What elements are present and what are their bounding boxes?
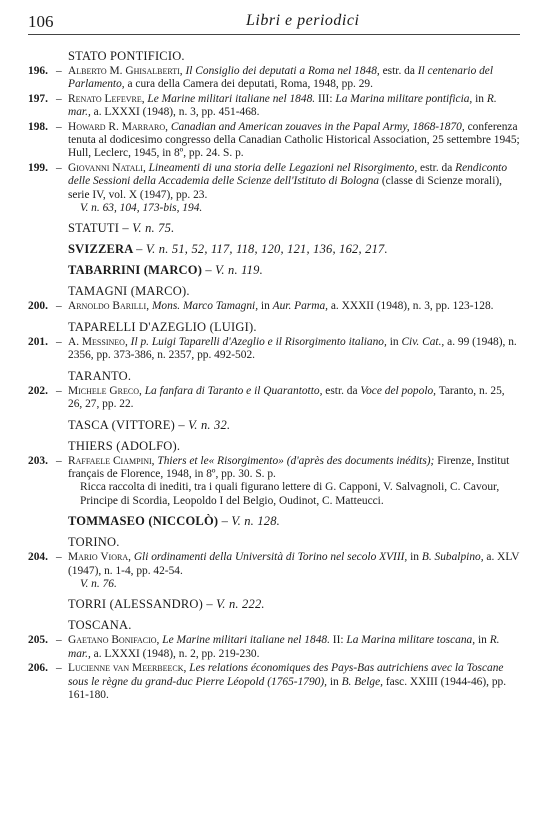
entry-body xyxy=(68,551,520,578)
section-torino xyxy=(28,535,520,591)
section-stato-pontificio xyxy=(28,49,520,215)
entry-dash: – xyxy=(56,300,62,313)
entry-note: Ricca raccolta di inediti, tra i quali figurano lettere di G. Capponi, V. Salvagnoli, C. Cavour, Principe di Scordia, Leopoldo I del Belgio, Oudinot, C. Matteucci. xyxy=(80,481,500,507)
entry-title: Les relations économiques des Pays-Bas autrichiens avec la Toscane sous le règne du grand-duc Pierre Léopold (1765-1790), xyxy=(68,662,504,688)
entry-author: Giovanni Natali, xyxy=(68,161,146,174)
section-thiers xyxy=(28,439,520,509)
entry-text: in xyxy=(477,634,487,647)
entry-dash: – xyxy=(56,65,62,77)
entry-text: (classe di Scienze morali), serie IV, vol. X (1947), pp. 23. xyxy=(68,175,503,201)
section-statuti xyxy=(28,221,520,236)
entry-subtitle: (d'après des documents inédits); xyxy=(286,454,435,467)
entry-number: 201. xyxy=(28,335,48,348)
entry-202 xyxy=(28,385,520,412)
entry-199 xyxy=(28,162,520,202)
section-tasca xyxy=(28,418,520,433)
entry-dash: – xyxy=(56,551,62,564)
section-taranto xyxy=(28,369,520,412)
entry-title: Canadian and American zouaves in the Papal Army, 1868-1870, xyxy=(170,120,465,133)
section-heading: THIERS (ADOLFO). xyxy=(68,438,181,453)
entry-dash: – xyxy=(56,335,62,348)
entry-title: Lineamenti di una storia delle Legazioni nel Risorgimento, xyxy=(148,161,418,174)
entry-text: a. 99 (1948), n. 2356, pp. 373-386, n. 2357, pp. 492-502. xyxy=(68,335,517,362)
entry-body xyxy=(68,121,520,161)
entry-source: Civ. Cat., xyxy=(401,335,445,348)
entry-author: Lucienne van Meerbeeck, xyxy=(68,662,187,675)
section-taparelli xyxy=(28,320,520,363)
entry-198 xyxy=(28,121,520,161)
cross-reference: V. n. 76. xyxy=(80,577,117,590)
entry-source: Voce del popolo, xyxy=(360,384,437,397)
section-heading: TOMMASEO (NICCOLÒ) – V. n. 128. xyxy=(68,514,281,529)
entry-subtitle: La Marina militare pontificia, xyxy=(335,92,473,105)
entry-source: R. mar., xyxy=(68,92,497,119)
entry-text: a. XLV (1947), n. 1-4, pp. 42-54. xyxy=(68,551,520,577)
entry-source: Rendiconto delle Sessioni della Accademia delle Scienze dell'Istituto di Bologna xyxy=(68,161,508,188)
entry-text: a. LXXXI (1948), n. 3, pp. 451-468. xyxy=(93,106,260,119)
entry-dash: – xyxy=(56,384,62,397)
entry-title: Thiers et le« Risorgimento» xyxy=(157,454,284,467)
section-heading: TOSCANA. xyxy=(68,618,132,633)
entry-body xyxy=(68,93,520,120)
entry-number: 198. xyxy=(28,120,48,133)
running-title: Libri e periodici xyxy=(246,12,360,29)
entry-title: Le Marine militari italiane nel 1848. xyxy=(162,634,330,647)
entry-source: Aur. Parma, xyxy=(272,300,329,313)
entry-title: Mons. Marco Tamagni, xyxy=(151,300,259,313)
entry-dash: – xyxy=(56,161,62,174)
entry-text: in xyxy=(329,675,339,688)
section-tabarrini xyxy=(28,263,520,278)
entry-author: Mario Viora, xyxy=(68,551,131,564)
entry-body xyxy=(68,336,520,363)
entry-number: 199. xyxy=(28,161,48,174)
entry-author: A. Messineo, xyxy=(68,335,128,348)
section-torri xyxy=(28,597,520,612)
entry-text: a cura della Camera dei deputati, Roma, 1948, pp. 29. xyxy=(127,78,373,91)
entry-body xyxy=(68,162,520,202)
cross-reference: – V. n. 119. xyxy=(205,263,263,278)
entry-author: Gaetano Bonifacio, xyxy=(68,634,160,647)
entry-206 xyxy=(28,662,520,702)
section-heading: TASCA (VITTORE) – V. n. 32. xyxy=(68,417,231,432)
page-header xyxy=(28,10,520,35)
entry-dash: – xyxy=(56,662,62,675)
entry-source: B. Subalpino, xyxy=(421,551,484,564)
cross-reference: – V. n. 222. xyxy=(206,597,265,612)
entry-source: R. mar., xyxy=(68,634,500,660)
entry-title: Gli ordinamenti della Università di Torino nel secolo XVIII, xyxy=(133,551,408,564)
cross-reference: – V. n. 75. xyxy=(122,221,175,236)
entry-text: Taranto, n. 25, 26, 27, pp. 22. xyxy=(68,384,505,411)
entry-text: a. LXXXI (1948), n. 2, pp. 219-230. xyxy=(93,647,260,660)
entry-author: Alberto M. Ghisalberti, xyxy=(68,65,183,77)
cross-reference: – V. n. 51, 52, 117, 118, 120, 121, 136, 162, 217. xyxy=(136,242,388,257)
entry-author: Michele Greco, xyxy=(68,384,142,397)
entry-204 xyxy=(28,551,520,578)
entry-title: Il Consiglio dei deputati a Roma nel 1848, xyxy=(185,65,380,77)
entry-number: 205. xyxy=(28,634,48,647)
entry-dash: – xyxy=(56,120,62,133)
entry-text: conferenza tenuta al dodicesimo congresso della Canadian Catholic Historical Association, 25 settembre 1945; Hull, Leclerc, 1945, in 8º, pp. 24. S. p. xyxy=(68,120,520,160)
entry-body xyxy=(68,634,520,661)
entry-dash: – xyxy=(56,634,62,647)
section-heading: STATO PONTIFICIO. xyxy=(68,49,185,63)
entry-number: 203. xyxy=(28,454,48,467)
section-toscana xyxy=(28,618,520,702)
entry-number: 204. xyxy=(28,551,48,564)
entry-author: Renato Lefevre, xyxy=(68,92,145,105)
entry-197 xyxy=(28,93,520,120)
entry-subtitle: La Marina militare toscana, xyxy=(346,634,476,647)
section-heading: TARANTO. xyxy=(68,368,132,383)
entry-body xyxy=(68,300,520,313)
entry-text: in xyxy=(389,335,399,348)
entry-text: II: xyxy=(332,634,344,647)
section-tamagni xyxy=(28,284,520,313)
entry-number: 202. xyxy=(28,384,48,397)
entry-author: Howard R. Marraro, xyxy=(68,120,169,133)
section-svizzera xyxy=(28,242,520,257)
entry-body xyxy=(68,455,520,482)
entry-body xyxy=(68,385,520,412)
section-tommaseo xyxy=(28,514,520,529)
entry-205 xyxy=(28,634,520,661)
page-number: 106 xyxy=(28,12,54,31)
cross-reference: – V. n. 32. xyxy=(178,417,231,432)
entry-number: 196. xyxy=(28,65,48,77)
section-heading: STATUTI – V. n. 75. xyxy=(68,221,175,236)
entry-body xyxy=(68,65,520,92)
entry-text: fasc. XXIII (1944-46), pp. 161-180. xyxy=(68,675,507,701)
section-heading: TAMAGNI (MARCO). xyxy=(68,284,190,299)
cross-reference: V. n. 63, 104, 173-bis, 194. xyxy=(80,202,203,215)
entry-text: estr. da xyxy=(382,65,415,77)
entry-201 xyxy=(28,336,520,363)
entry-text: in xyxy=(410,551,419,564)
entry-dash: – xyxy=(56,454,62,467)
entry-number: 200. xyxy=(28,300,48,313)
entry-text: in xyxy=(475,92,485,105)
entry-text: in xyxy=(260,300,270,313)
entry-203 xyxy=(28,455,520,482)
page-content xyxy=(28,49,520,702)
entry-title: La fanfara di Taranto e il Quarantotto, xyxy=(144,384,323,397)
cross-reference: – V. n. 128. xyxy=(221,514,281,529)
section-heading: TABARRINI (MARCO) – V. n. 119. xyxy=(68,263,263,278)
entry-text: III: xyxy=(317,92,333,105)
entry-196 xyxy=(28,65,520,92)
section-heading: TAPARELLI D'AZEGLIO (LUIGI). xyxy=(68,319,257,334)
section-heading: TORRI (ALESSANDRO) – V. n. 222. xyxy=(68,597,265,612)
entry-number: 206. xyxy=(28,662,48,675)
entry-text: Firenze, Institut français de Florence, 1948, in 8º, pp. 30. S. p. xyxy=(68,454,510,480)
entry-author: Raffaele Ciampini, xyxy=(68,454,155,467)
entry-text: estr. da xyxy=(325,384,358,397)
entry-text: estr. da xyxy=(420,161,453,174)
entry-number: 197. xyxy=(28,92,48,105)
entry-dash: – xyxy=(56,92,62,105)
entry-title: Le Marine militari italiane nel 1848. xyxy=(147,92,316,105)
entry-200 xyxy=(28,300,520,313)
entry-author: Arnoldo Barilli, xyxy=(68,300,150,313)
entry-title: Il p. Luigi Taparelli d'Azeglio e il Risorgimento italiano, xyxy=(130,335,387,348)
section-heading: SVIZZERA – V. n. 51, 52, 117, 118, 120, 121, 136, 162, 217. xyxy=(68,242,388,257)
section-heading: TORINO. xyxy=(68,535,120,550)
entry-body xyxy=(68,662,520,702)
entry-text: a. XXXII (1948), n. 3, pp. 123-128. xyxy=(330,300,494,313)
entry-source: Il centenario del Parlamento, xyxy=(68,65,494,91)
entry-source: B. Belge, xyxy=(341,675,384,688)
